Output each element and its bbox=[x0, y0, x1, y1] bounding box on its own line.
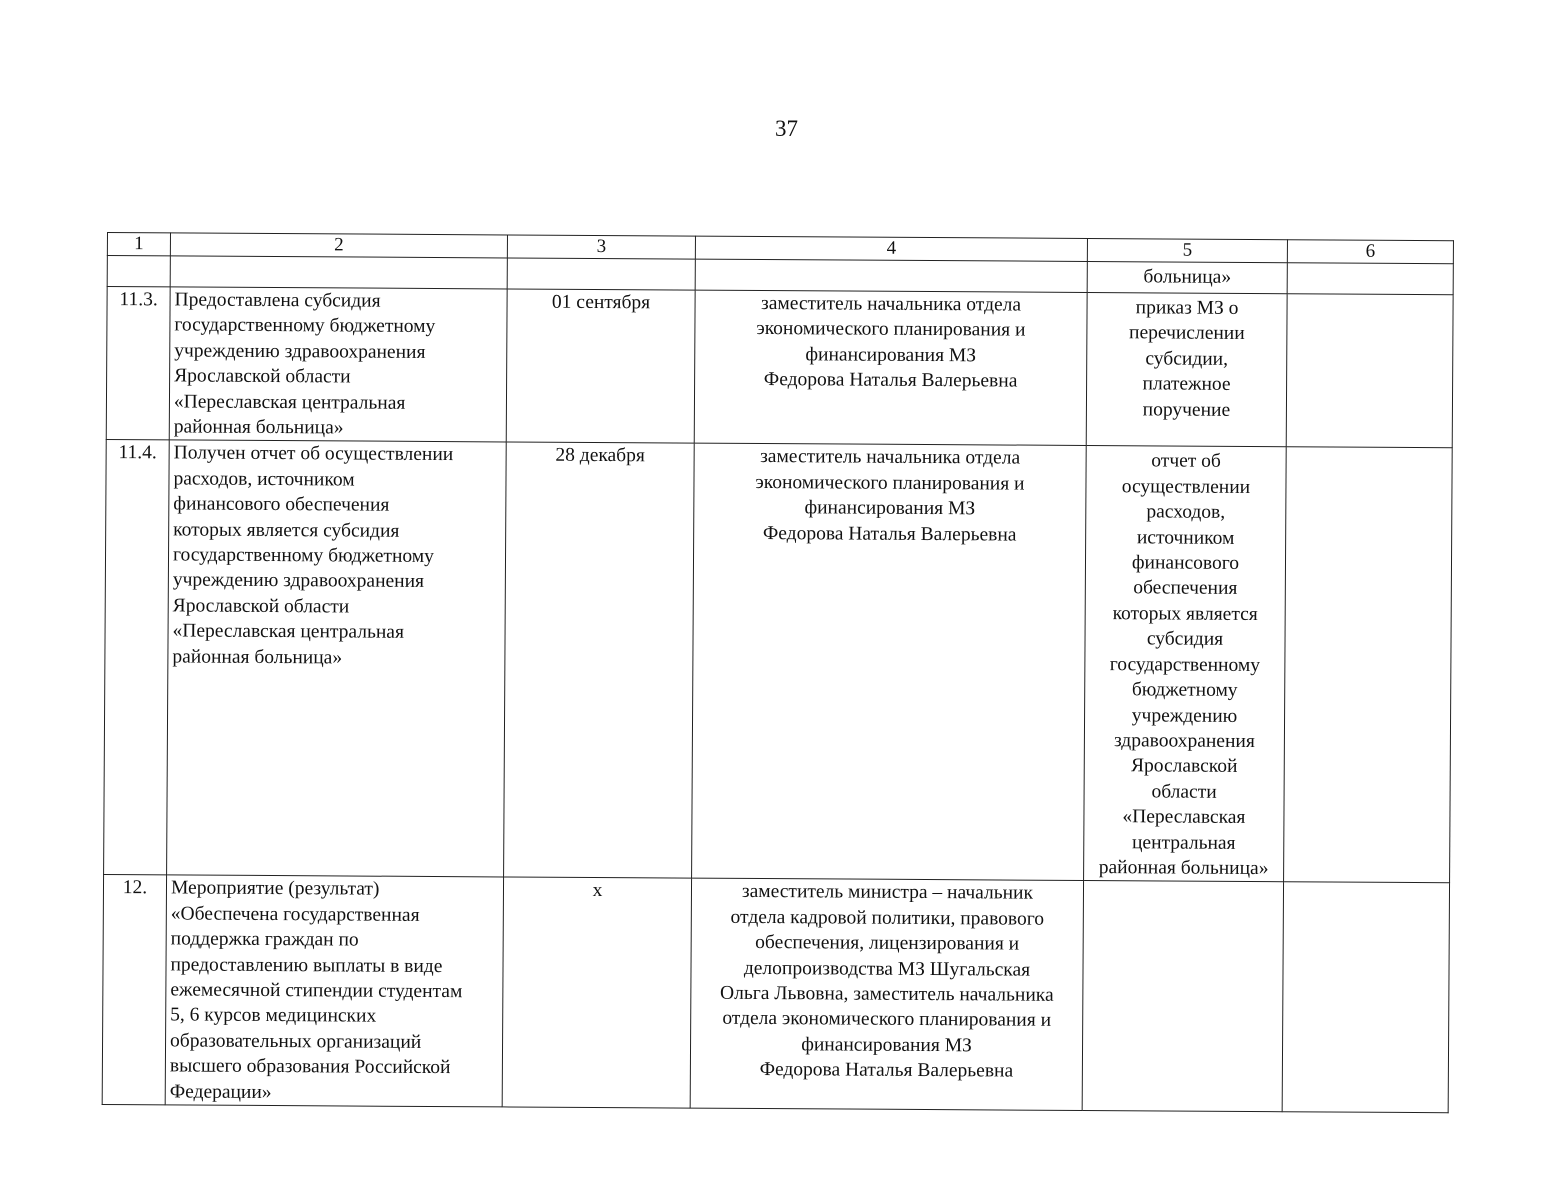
table-cell bbox=[507, 258, 695, 290]
row-description: Получен отчет об осуществлении расходов, источником финансового обеспечения которых является субсидия государственному бюджетному учреждению здравоохранения Ярославской области «Переславская центральная районная больница» bbox=[172, 442, 454, 669]
table-cell bbox=[170, 256, 507, 289]
row-number: 11.3. bbox=[106, 287, 170, 441]
column-header: 2 bbox=[170, 233, 507, 258]
column-header: 5 bbox=[1087, 238, 1287, 262]
row-document: отчет об осуществлении расходов, источником финансового обеспечения которых является субсидия государственному бюджетному учреждению здравоохранения Ярославской области «Переславская центральная районная больница» bbox=[1098, 450, 1269, 880]
row-note bbox=[1284, 447, 1453, 883]
page-number: 37 bbox=[775, 116, 798, 141]
row-responsible: заместитель начальника отдела экономического планирования и финансирования МЗ Федорова Наталья Валерьевна bbox=[756, 292, 1026, 392]
row-description: Предоставлена субсидия государственному бюджетному учреждению здравоохранения Ярославской области «Переславская центральная районная больница» bbox=[173, 289, 436, 439]
row-deadline: х bbox=[502, 877, 691, 1108]
row-note bbox=[1282, 882, 1449, 1113]
table-row bbox=[102, 875, 1449, 1113]
plan-table bbox=[102, 232, 1454, 1113]
column-header: 3 bbox=[507, 235, 695, 259]
column-header: 1 bbox=[107, 233, 170, 256]
table-row bbox=[106, 287, 1453, 449]
row-document bbox=[1086, 883, 1281, 884]
column-header: 4 bbox=[695, 236, 1087, 261]
row-deadline: 01 сентября bbox=[506, 289, 695, 444]
row-number: 11.4. bbox=[104, 440, 170, 875]
row-description: Мероприятие (результат) «Обеспечена государственная поддержка граждан по предоставлению выплаты в виде ежемесячной стипендии студентам 5, 6 курсов медицинских образовательных организаций высшего образования Российской Федерации» bbox=[169, 877, 463, 1103]
column-header: 6 bbox=[1287, 240, 1453, 264]
table-row bbox=[104, 440, 1453, 883]
row-deadline: 28 декабря bbox=[504, 442, 695, 878]
row-responsible: заместитель начальника отдела экономического планирования и финансирования МЗ Федорова Наталья Валерьевна bbox=[755, 446, 1025, 546]
continuation-text: больница» bbox=[1087, 261, 1287, 293]
row-number: 12. bbox=[102, 875, 166, 1105]
row-note bbox=[1286, 294, 1453, 448]
table-cell bbox=[695, 259, 1087, 292]
table-cell bbox=[1287, 263, 1453, 295]
row-responsible: заместитель министра – начальник отдела кадровой политики, правового обеспечения, лицензирования и делопроизводства МЗ Шугальская Ольга Львовна, заместитель начальника отдела экономического планирования и финансирования МЗ Федорова Наталья Валерьевна bbox=[719, 881, 1054, 1082]
table-cell bbox=[107, 256, 170, 287]
row-document: приказ МЗ о перечислении субсидии, платежное поручение bbox=[1129, 297, 1245, 421]
